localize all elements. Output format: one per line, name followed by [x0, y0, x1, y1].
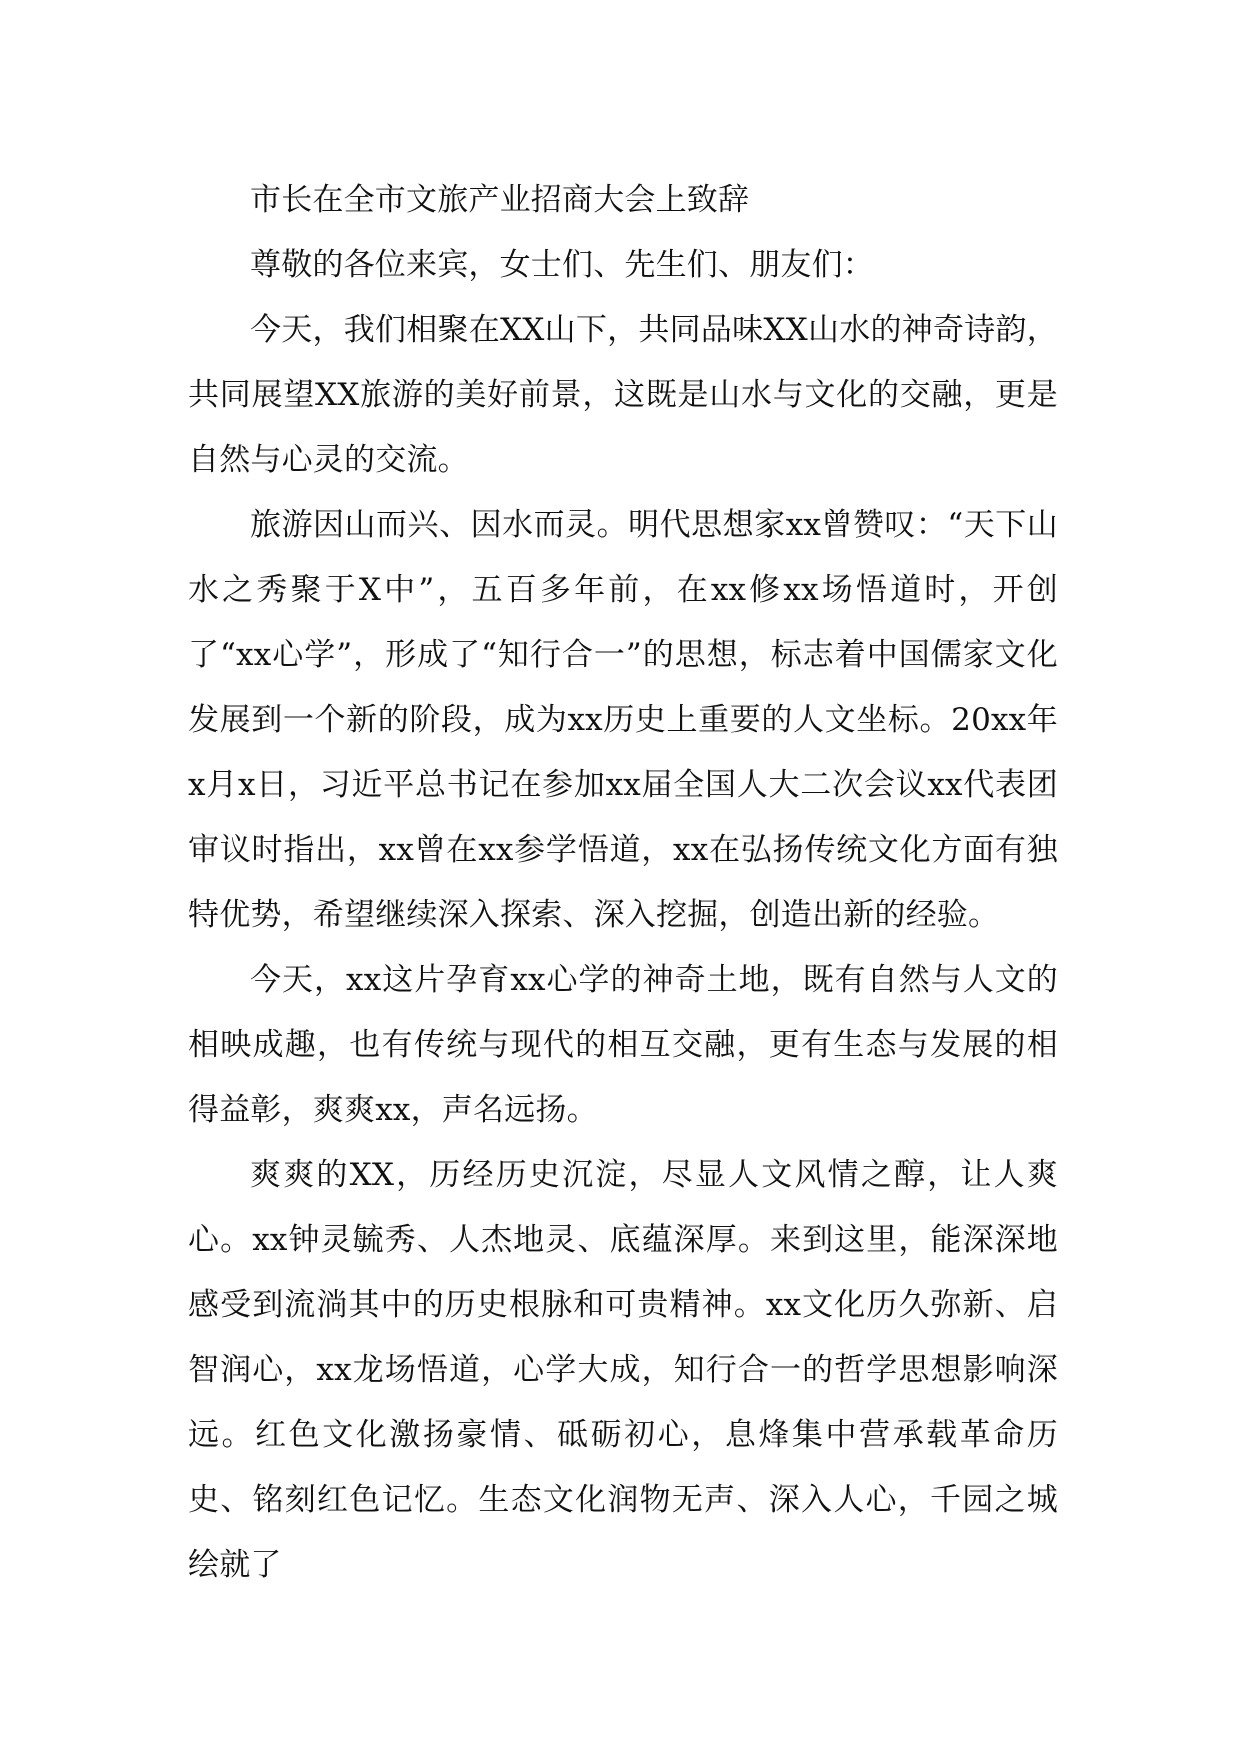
document-title: 市长在全市文旅产业招商大会上致辞 [250, 182, 750, 218]
document-body [188, 168, 1058, 1598]
paragraph-2: 旅游因山而兴、因水而灵。明代思想家xx曾赞叹：“天下山水之秀聚于X中”，五百多年前，在xx修xx场悟道时，开创了“xx心学”，形成了“知行合一”的思想，标志着中国儒家文化发展到一个新的阶段，成为xx历史上重要的人文坐标。20xx年x月x日，习近平总书记在参加xx届全国人大二次会议xx代表团审议时指出，xx曾在xx参学悟道，xx在弘扬传统文化方面有独特优势，希望继续深入探索、深入挖掘，创造出新的经验。 [188, 507, 1058, 933]
paragraph-1: 今天，我们相聚在XX山下，共同品味XX山水的神奇诗韵，共同展望XX旅游的美好前景，这既是山水与文化的交融，更是自然与心灵的交流。 [188, 312, 1058, 478]
paragraph-3: 今天，xx这片孕育xx心学的神奇土地，既有自然与人文的相映成趣，也有传统与现代的相互交融，更有生态与发展的相得益彰，爽爽xx，声名远扬。 [188, 962, 1058, 1128]
salutation: 尊敬的各位来宾，女士们、先生们、朋友们： [250, 247, 874, 283]
paragraph-4: 爽爽的XX，历经历史沉淀，尽显人文风情之醇，让人爽心。xx钟灵毓秀、人杰地灵、底蕴深厚。来到这里，能深深地感受到流淌其中的历史根脉和可贵精神。xx文化历久弥新、启智润心，xx龙场悟道，心学大成，知行合一的哲学思想影响深远。红色文化激扬豪情、砥砺初心，息烽集中营承载革命历史、铭刻红色记忆。生态文化润物无声、深入人心，千园之城绘就了 [188, 1157, 1058, 1583]
